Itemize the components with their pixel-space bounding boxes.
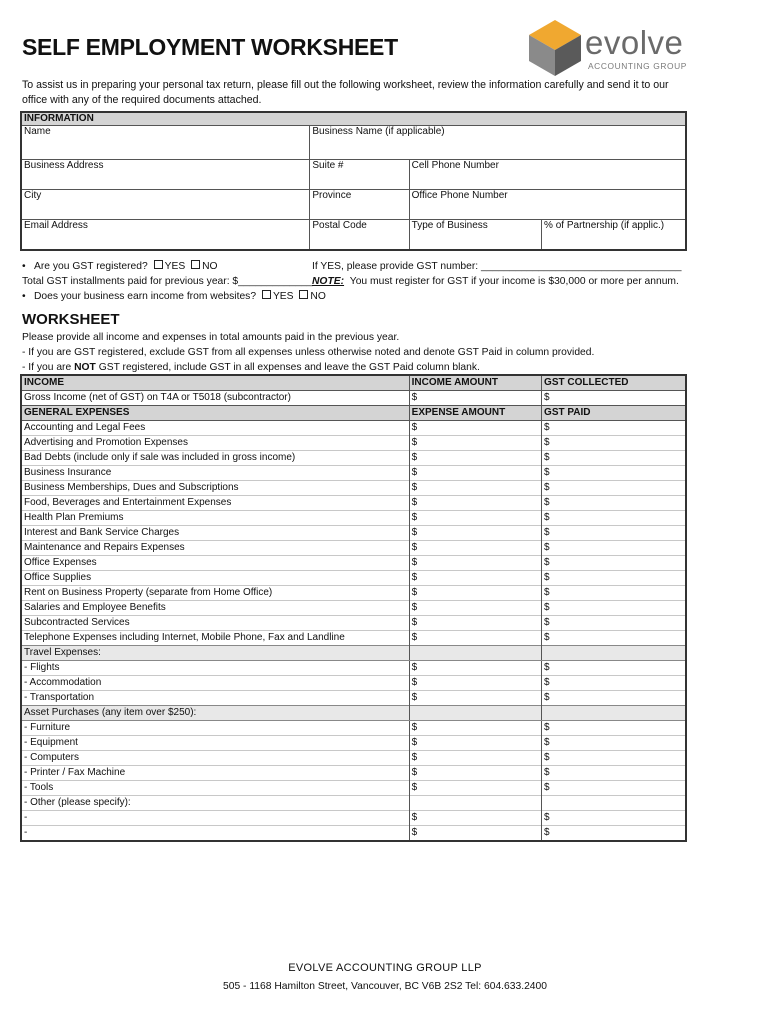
expense-row: [21, 511, 686, 526]
intro-text: To assist us in preparing your personal tax return, please fill out the following worksheet, review the information carefully and send it to our office with any of the required documents attached.: [22, 79, 669, 106]
gst-paid-input[interactable]: $: [542, 541, 686, 556]
expense-row-label: Salaries and Employee Benefits: [21, 601, 409, 616]
gst-paid-input[interactable]: $: [542, 571, 686, 586]
suite-field[interactable]: Suite #: [310, 160, 409, 190]
expense-row: [21, 436, 686, 451]
gst-paid-input[interactable]: $: [542, 451, 686, 466]
websites-no-label: NO: [310, 291, 326, 302]
expense-amount-input[interactable]: $: [409, 601, 541, 616]
name-field[interactable]: Name: [21, 126, 310, 160]
other-specify-label: - Other (please specify):: [21, 796, 409, 811]
expense-row-label: Health Plan Premiums: [21, 511, 409, 526]
travel-row-label: - Accommodation: [21, 676, 409, 691]
gst-paid-input[interactable]: $: [542, 736, 686, 751]
note-text: You must register for GST if your income is $30,000 or more per annum.: [349, 276, 679, 287]
asset-row: [21, 751, 686, 766]
general-expenses-header: GENERAL EXPENSES: [21, 406, 409, 421]
gst-paid-input[interactable]: $: [542, 661, 686, 676]
websites-yes-label: YES: [272, 291, 294, 302]
asset-row-label: - Equipment: [21, 736, 409, 751]
income-header: INCOME: [21, 375, 409, 391]
expense-row: [21, 571, 686, 586]
gst-paid-input[interactable]: $: [542, 496, 686, 511]
expense-row-label: Advertising and Promotion Expenses: [21, 436, 409, 451]
expense-amount-header: EXPENSE AMOUNT: [409, 406, 541, 421]
gst-paid-input[interactable]: $: [542, 811, 686, 826]
note-label: NOTE:: [312, 276, 345, 287]
expense-amount-input[interactable]: $: [409, 661, 541, 676]
expense-amount-input[interactable]: $: [409, 586, 541, 601]
gst-paid-input[interactable]: $: [542, 586, 686, 601]
expense-row-label: Interest and Bank Service Charges: [21, 526, 409, 541]
instruction-line: - If you are NOT GST registered, include GST in all expenses and leave the GST Paid column blank.: [22, 362, 480, 373]
expense-amount-input[interactable]: $: [409, 541, 541, 556]
travel-expenses-header: Travel Expenses:: [21, 646, 409, 661]
travel-row: [21, 676, 686, 691]
worksheet-table: [20, 374, 687, 842]
gst-paid-input[interactable]: $: [542, 556, 686, 571]
expense-row-label: Rent on Business Property (separate from Home Office): [21, 586, 409, 601]
travel-row: [21, 661, 686, 676]
bullet-icon: •: [22, 261, 26, 272]
gst-paid-input[interactable]: $: [542, 781, 686, 796]
expense-row: [21, 541, 686, 556]
expense-row-label: Food, Beverages and Entertainment Expenses: [21, 496, 409, 511]
asset-row: [21, 721, 686, 736]
gst-paid-input[interactable]: $: [542, 481, 686, 496]
travel-row: [21, 691, 686, 706]
expense-amount-input[interactable]: $: [409, 751, 541, 766]
other-item-2-input[interactable]: -: [21, 826, 409, 842]
expense-row-label: Business Insurance: [21, 466, 409, 481]
information-table: [20, 111, 687, 251]
expense-row: [21, 526, 686, 541]
expense-row: [21, 481, 686, 496]
gst-section: [22, 259, 692, 304]
expense-amount-input[interactable]: $: [409, 721, 541, 736]
gst-yes-label: YES: [164, 261, 186, 272]
expense-amount-input[interactable]: $: [409, 691, 541, 706]
websites-question: Does your business earn income from websites?: [34, 291, 257, 302]
expense-row-label: Business Memberships, Dues and Subscriptions: [21, 481, 409, 496]
asset-row: [21, 781, 686, 796]
gst-no-checkbox[interactable]: [191, 260, 200, 269]
expense-row: [21, 586, 686, 601]
websites-yes-checkbox[interactable]: [262, 290, 271, 299]
expense-amount-input[interactable]: $: [409, 826, 541, 842]
gst-paid-input[interactable]: $: [542, 631, 686, 646]
cell-phone-field[interactable]: Cell Phone Number: [409, 160, 686, 190]
instruction-line: - If you are GST registered, exclude GST from all expenses unless otherwise noted and denote GST Paid in column provided.: [22, 347, 595, 358]
travel-row-label: - Transportation: [21, 691, 409, 706]
gst-paid-header: GST PAID: [542, 406, 686, 421]
expense-row: [21, 616, 686, 631]
gst-paid-input[interactable]: $: [542, 601, 686, 616]
gst-paid-input[interactable]: $: [542, 691, 686, 706]
bullet-icon: •: [22, 291, 26, 302]
gst-paid-input[interactable]: $: [542, 676, 686, 691]
expense-row-label: Office Expenses: [21, 556, 409, 571]
expense-amount-input[interactable]: $: [409, 631, 541, 646]
asset-row: [21, 766, 686, 781]
information-header: INFORMATION: [21, 112, 686, 126]
expense-row-label: Office Supplies: [21, 571, 409, 586]
partnership-field[interactable]: % of Partnership (if applic.): [542, 220, 686, 250]
gst-paid-input[interactable]: $: [542, 766, 686, 781]
logo-subtitle: ACCOUNTING GROUP: [588, 61, 687, 71]
expense-amount-input[interactable]: $: [409, 766, 541, 781]
expense-amount-input[interactable]: $: [409, 736, 541, 751]
gst-paid-input[interactable]: $: [542, 826, 686, 842]
expense-row-label: Subcontracted Services: [21, 616, 409, 631]
province-field[interactable]: Province: [310, 190, 409, 220]
expense-amount-input[interactable]: $: [409, 496, 541, 511]
travel-row-label: - Flights: [21, 661, 409, 676]
expense-row: [21, 451, 686, 466]
gst-collected-input[interactable]: $: [542, 391, 686, 406]
instruction-line: Please provide all income and expenses in total amounts paid in the previous year.: [22, 332, 400, 343]
income-amount-input[interactable]: $: [409, 391, 541, 406]
asset-row-label: - Tools: [21, 781, 409, 796]
expense-amount-input[interactable]: $: [409, 571, 541, 586]
footer-address: 505 - 1168 Hamilton Street, Vancouver, BC V6B 2S2 Tel: 604.633.2400: [223, 981, 547, 992]
expense-amount-input[interactable]: $: [409, 556, 541, 571]
gst-paid-input[interactable]: $: [542, 526, 686, 541]
gst-paid-input[interactable]: $: [542, 616, 686, 631]
websites-no-checkbox[interactable]: [299, 290, 308, 299]
gst-paid-input[interactable]: $: [542, 421, 686, 436]
expense-row-label: Telephone Expenses including Internet, Mobile Phone, Fax and Landline: [21, 631, 409, 646]
type-of-business-field[interactable]: Type of Business: [409, 220, 541, 250]
gst-registered-question: Are you GST registered?: [34, 261, 148, 272]
expense-amount-input[interactable]: $: [409, 781, 541, 796]
gst-number-field[interactable]: If YES, please provide GST number: ___________________________________: [312, 261, 682, 272]
expense-row-label: Bad Debts (include only if sale was included in gross income): [21, 451, 409, 466]
expense-amount-input[interactable]: $: [409, 526, 541, 541]
gross-income-label: Gross Income (net of GST) on T4A or T5018 (subcontractor): [21, 391, 409, 406]
office-phone-field[interactable]: Office Phone Number: [409, 190, 686, 220]
expense-amount-input[interactable]: $: [409, 811, 541, 826]
expense-row-label: Accounting and Legal Fees: [21, 421, 409, 436]
asset-row-label: - Computers: [21, 751, 409, 766]
gst-no-label: NO: [202, 261, 218, 272]
page-title: SELF EMPLOYMENT WORKSHEET: [22, 34, 398, 60]
city-field[interactable]: City: [21, 190, 310, 220]
expense-amount-input[interactable]: $: [409, 511, 541, 526]
gst-installments-field[interactable]: Total GST installments paid for previous year: $_____________: [22, 276, 313, 287]
expense-amount-input[interactable]: $: [409, 481, 541, 496]
expense-row: [21, 631, 686, 646]
gst-paid-input[interactable]: $: [542, 511, 686, 526]
other-item-1-input[interactable]: -: [21, 811, 409, 826]
expense-row: [21, 466, 686, 481]
asset-purchases-header: Asset Purchases (any item over $250):: [21, 706, 409, 721]
gst-paid-input[interactable]: $: [542, 466, 686, 481]
gst-paid-input[interactable]: $: [542, 721, 686, 736]
worksheet-instructions: [22, 330, 692, 375]
asset-row-label: - Printer / Fax Machine: [21, 766, 409, 781]
gst-collected-header: GST COLLECTED: [542, 375, 686, 391]
footer-company: EVOLVE ACCOUNTING GROUP LLP: [288, 962, 482, 974]
expense-row-label: Maintenance and Repairs Expenses: [21, 541, 409, 556]
expense-amount-input[interactable]: $: [409, 466, 541, 481]
worksheet-title: WORKSHEET: [22, 311, 120, 328]
expense-row: [21, 601, 686, 616]
asset-row-label: - Furniture: [21, 721, 409, 736]
expense-amount-input[interactable]: $: [409, 436, 541, 451]
asset-row: [21, 736, 686, 751]
income-amount-header: INCOME AMOUNT: [409, 375, 541, 391]
gst-paid-input[interactable]: $: [542, 436, 686, 451]
expense-amount-input[interactable]: $: [409, 676, 541, 691]
business-address-field[interactable]: Business Address: [21, 160, 310, 190]
business-name-field[interactable]: Business Name (if applicable): [310, 126, 686, 160]
expense-amount-input[interactable]: $: [409, 421, 541, 436]
postal-code-field[interactable]: Postal Code: [310, 220, 409, 250]
expense-row: [21, 421, 686, 436]
expense-row: [21, 556, 686, 571]
expense-amount-input[interactable]: $: [409, 451, 541, 466]
expense-row: [21, 496, 686, 511]
expense-amount-input[interactable]: $: [409, 616, 541, 631]
gst-paid-input[interactable]: $: [542, 751, 686, 766]
logo-wordmark: evolve: [585, 24, 684, 61]
gst-yes-checkbox[interactable]: [154, 260, 163, 269]
email-field[interactable]: Email Address: [21, 220, 310, 250]
